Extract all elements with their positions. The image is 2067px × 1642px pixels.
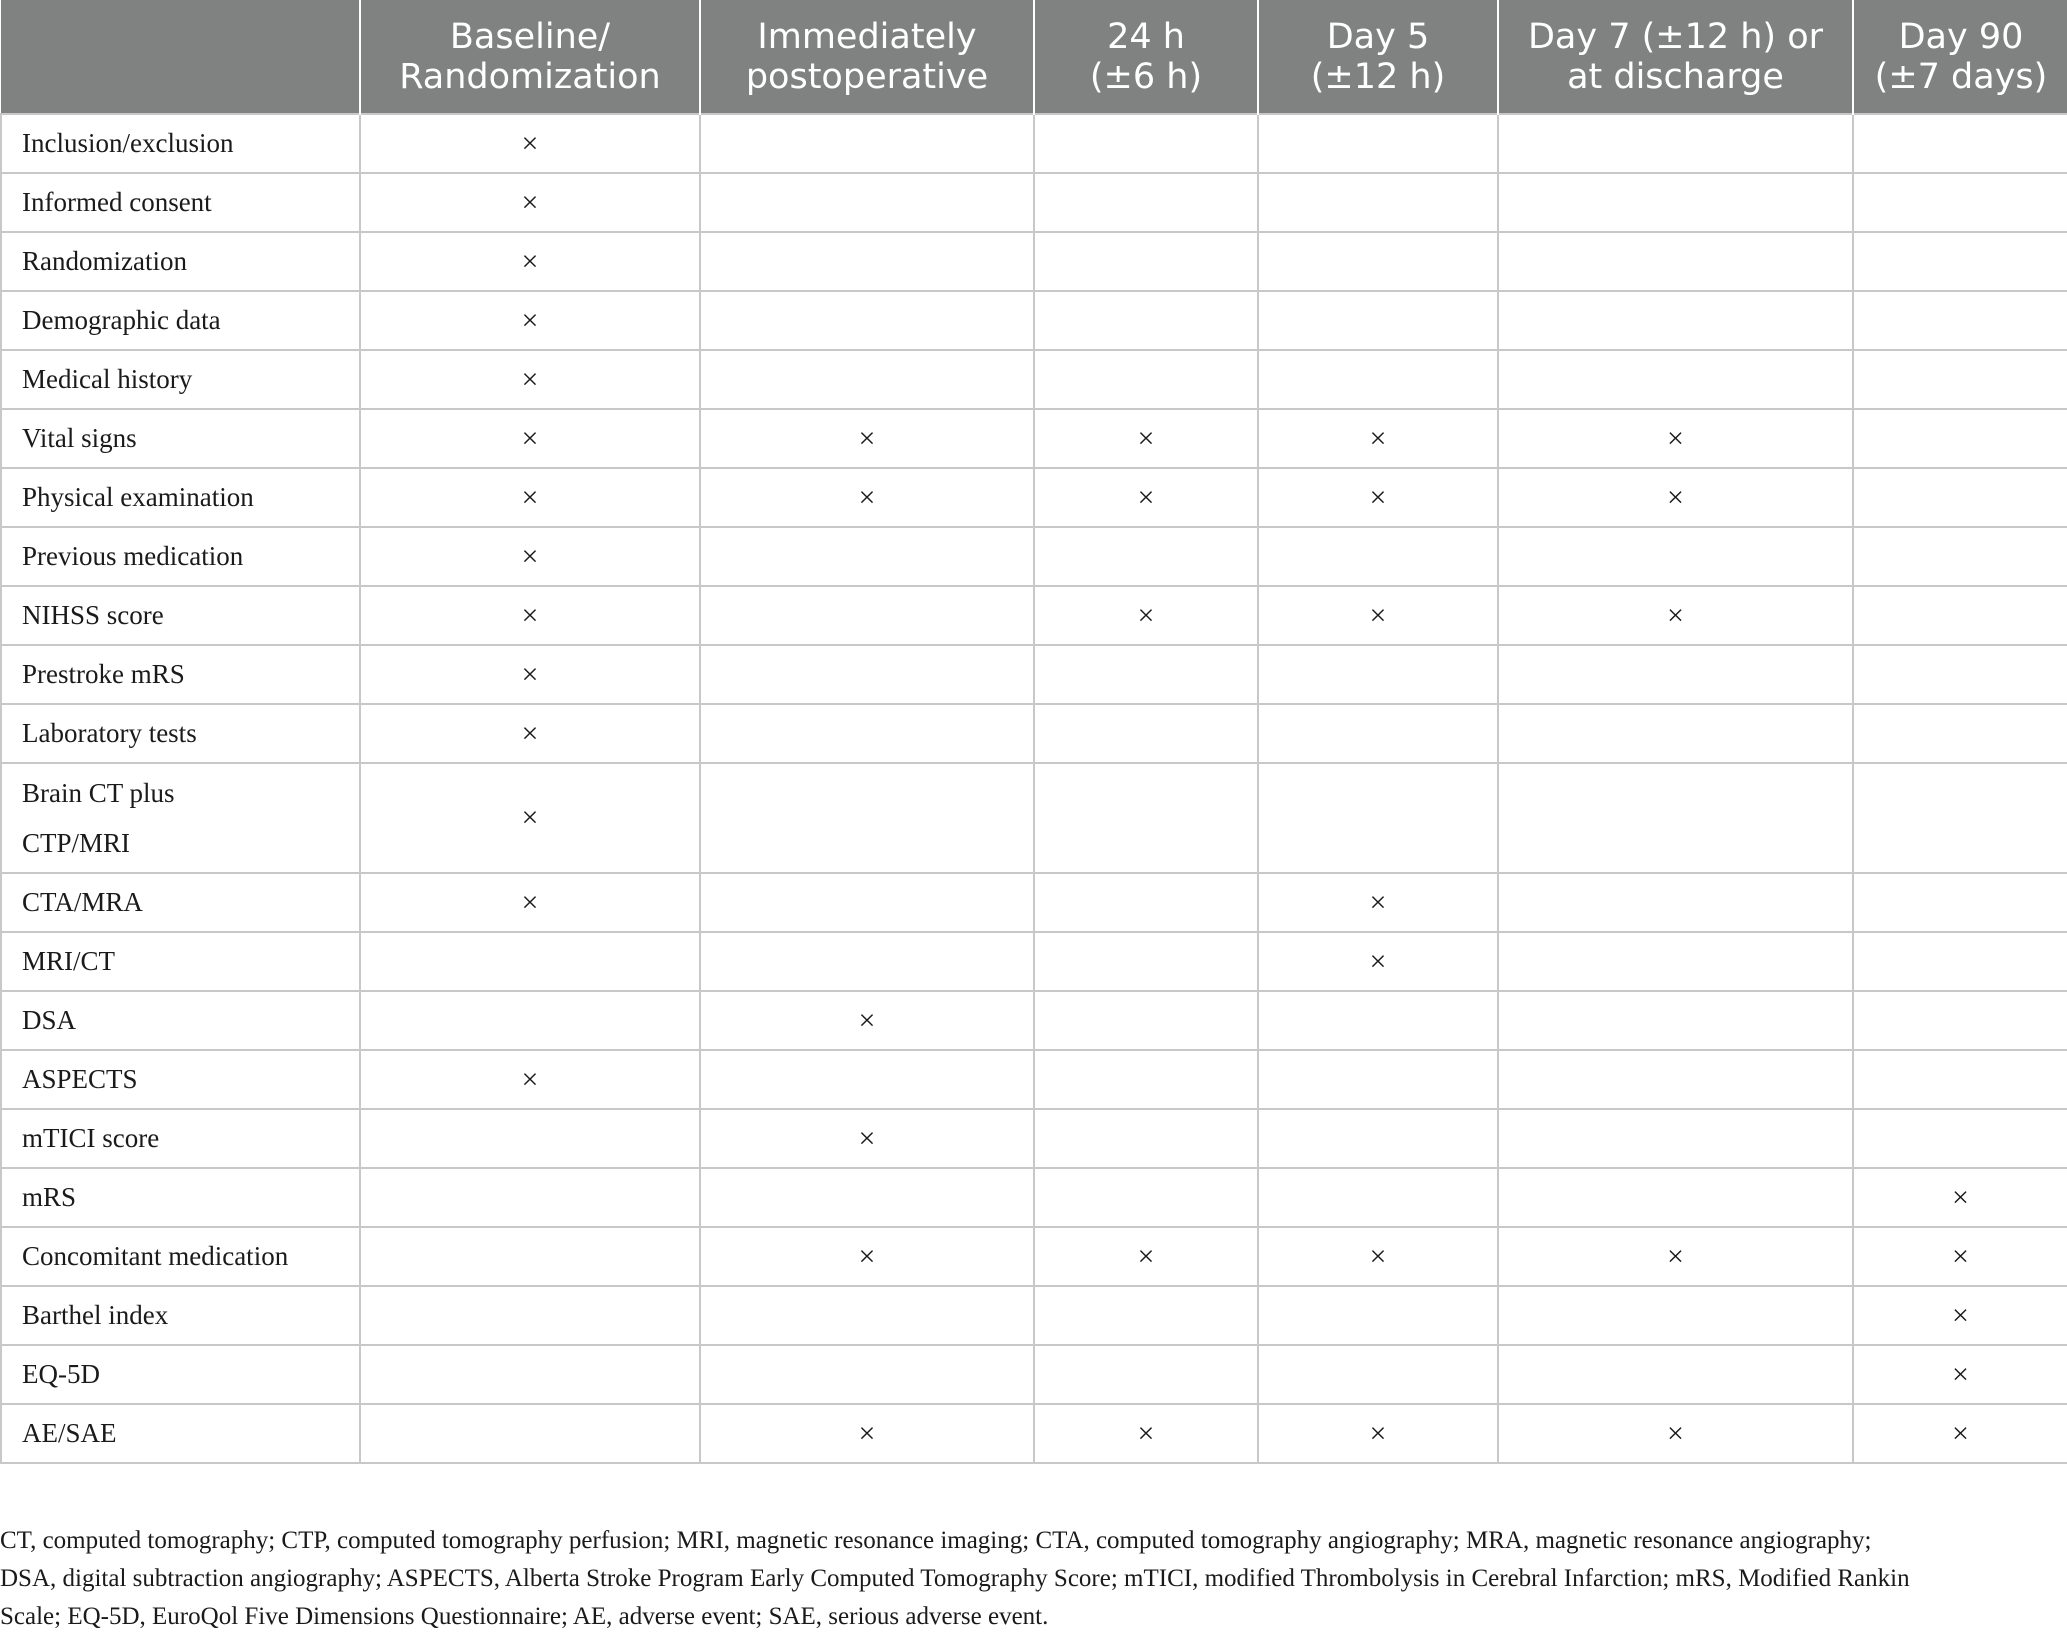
header-line: Day 7 (±12 h) or <box>1527 16 1824 57</box>
header-line: postoperative <box>745 56 989 97</box>
row-label-text: mRS <box>22 1182 77 1212</box>
x-mark-icon: × <box>1667 598 1684 632</box>
schedule-cell <box>1853 173 2067 232</box>
table-row <box>1 704 2067 763</box>
schedule-cell <box>700 409 1034 468</box>
x-mark-icon: × <box>521 1062 539 1096</box>
schedule-cell <box>1498 527 1853 586</box>
row-label <box>1 409 360 468</box>
footnote-line: Scale; EQ-5D, EuroQol Five Dimensions Questionnaire; AE, adverse event; SAE, serious adverse event. <box>0 1603 1049 1630</box>
schedule-cell <box>1498 1404 1853 1463</box>
schedule-cell <box>1258 527 1498 586</box>
schedule-cell <box>1853 291 2067 350</box>
schedule-cell <box>1258 291 1498 350</box>
table-row <box>1 1168 2067 1227</box>
schedule-cell <box>1853 1109 2067 1168</box>
schedule-cell <box>1853 1227 2067 1286</box>
schedule-cell <box>1034 1227 1258 1286</box>
table-row <box>1 1227 2067 1286</box>
schedule-cell <box>1258 350 1498 409</box>
x-mark-icon: × <box>1952 1416 1969 1450</box>
x-mark-icon: × <box>1369 421 1387 455</box>
header-24h <box>1034 0 1258 114</box>
schedule-cell <box>360 527 700 586</box>
header-line: Randomization <box>399 56 661 97</box>
schedule-cell <box>360 1286 700 1345</box>
schedule-cell <box>360 1404 700 1463</box>
header-row <box>1 0 2067 114</box>
schedule-cell <box>1498 763 1853 873</box>
header-immediately-postoperative <box>700 0 1034 114</box>
table-row <box>1 873 2067 932</box>
schedule-cell <box>1853 527 2067 586</box>
schedule-cell <box>700 704 1034 763</box>
schedule-cell <box>1258 1345 1498 1404</box>
x-mark-icon: × <box>521 657 539 691</box>
header-line: Baseline/ <box>449 16 611 57</box>
header-line: Immediately <box>757 16 977 57</box>
schedule-cell <box>700 763 1034 873</box>
row-label-text: Randomization <box>22 246 187 276</box>
schedule-cell <box>1853 704 2067 763</box>
schedule-cell <box>1258 1286 1498 1345</box>
schedule-cell <box>700 1050 1034 1109</box>
row-label <box>1 1345 360 1404</box>
schedule-cell <box>1853 763 2067 873</box>
schedule-cell <box>1034 291 1258 350</box>
schedule-cell <box>360 645 700 704</box>
schedule-cell <box>1498 1345 1853 1404</box>
header-baseline <box>360 0 700 114</box>
schedule-cell <box>1034 704 1258 763</box>
row-label-text: Laboratory tests <box>22 718 197 748</box>
x-mark-icon: × <box>1369 1416 1387 1450</box>
schedule-cell <box>1258 932 1498 991</box>
row-label <box>1 1109 360 1168</box>
table-body <box>1 114 2067 1463</box>
row-label-text: CTA/MRA <box>22 887 143 917</box>
schedule-cell <box>360 173 700 232</box>
schedule-cell <box>700 586 1034 645</box>
table-row <box>1 991 2067 1050</box>
schedule-cell <box>700 114 1034 173</box>
row-label <box>1 1227 360 1286</box>
schedule-cell <box>1034 873 1258 932</box>
row-label <box>1 232 360 291</box>
schedule-cell <box>1853 932 2067 991</box>
footnote-line: DSA, digital subtraction angiography; ASPECTS, Alberta Stroke Program Early Computed Tomography Score; mTICI, modified Thrombolysis in Cerebral Infarction; mRS, Modified Rankin <box>0 1565 1910 1592</box>
x-mark-icon: × <box>1369 944 1387 978</box>
schedule-cell <box>1258 1168 1498 1227</box>
x-mark-icon: × <box>1952 1298 1969 1332</box>
x-mark-icon: × <box>1137 1239 1155 1273</box>
table-row <box>1 173 2067 232</box>
x-mark-icon: × <box>1137 421 1155 455</box>
header-line: (±12 h) <box>1310 56 1446 97</box>
schedule-cell <box>1258 468 1498 527</box>
schedule-cell <box>360 1109 700 1168</box>
x-mark-icon: × <box>1952 1357 1969 1391</box>
schedule-cell <box>1853 232 2067 291</box>
schedule-cell <box>1034 350 1258 409</box>
x-mark-icon: × <box>1137 598 1155 632</box>
header-day7 <box>1498 0 1853 114</box>
table-row <box>1 350 2067 409</box>
table-row <box>1 932 2067 991</box>
schedule-cell <box>1034 1345 1258 1404</box>
schedule-cell <box>1853 1404 2067 1463</box>
row-label <box>1 291 360 350</box>
row-label-text: Physical examination <box>22 482 254 512</box>
schedule-cell <box>1258 763 1498 873</box>
row-label <box>1 932 360 991</box>
x-mark-icon: × <box>521 480 539 514</box>
schedule-cell <box>1498 873 1853 932</box>
schedule-cell <box>1498 1168 1853 1227</box>
schedule-cell <box>1258 991 1498 1050</box>
row-label <box>1 1404 360 1463</box>
x-mark-icon: × <box>1137 1416 1155 1450</box>
schedule-cell <box>360 114 700 173</box>
schedule-cell <box>1498 350 1853 409</box>
x-mark-icon: × <box>521 598 539 632</box>
row-label <box>1 991 360 1050</box>
table-row <box>1 1109 2067 1168</box>
schedule-cell <box>700 991 1034 1050</box>
schedule-cell <box>700 527 1034 586</box>
schedule-cell <box>1498 1286 1853 1345</box>
x-mark-icon: × <box>1667 421 1684 455</box>
schedule-cell <box>1034 645 1258 704</box>
schedule-cell <box>1498 1109 1853 1168</box>
schedule-cell <box>1258 114 1498 173</box>
row-label <box>1 704 360 763</box>
schedule-cell <box>1498 114 1853 173</box>
x-mark-icon: × <box>1369 480 1387 514</box>
x-mark-icon: × <box>1667 480 1684 514</box>
schedule-cell <box>700 232 1034 291</box>
schedule-cell <box>700 932 1034 991</box>
schedule-cell <box>360 932 700 991</box>
row-label <box>1 350 360 409</box>
schedule-cell <box>1258 1050 1498 1109</box>
schedule-cell <box>1034 173 1258 232</box>
table-row <box>1 1345 2067 1404</box>
row-label <box>1 873 360 932</box>
schedule-cell <box>1034 114 1258 173</box>
row-label-text: Brain CT plus <box>22 778 175 808</box>
x-mark-icon: × <box>521 244 539 278</box>
row-label-text: Concomitant medication <box>22 1241 289 1271</box>
schedule-cell <box>1034 468 1258 527</box>
row-label <box>1 763 360 873</box>
schedule-cell <box>700 1168 1034 1227</box>
row-label-text: ASPECTS <box>22 1064 138 1094</box>
header-day5 <box>1258 0 1498 114</box>
table-row <box>1 1404 2067 1463</box>
x-mark-icon: × <box>1369 885 1387 919</box>
schedule-cell <box>1034 409 1258 468</box>
schedule-cell <box>1853 1050 2067 1109</box>
table-row <box>1 409 2067 468</box>
row-label <box>1 1050 360 1109</box>
row-label-text: NIHSS score <box>22 600 164 630</box>
schedule-cell <box>1034 527 1258 586</box>
schedule-cell <box>1853 586 2067 645</box>
schedule-cell <box>1258 586 1498 645</box>
schedule-cell <box>1498 645 1853 704</box>
schedule-cell <box>1498 291 1853 350</box>
row-label-text: Inclusion/exclusion <box>22 128 234 158</box>
schedule-cell <box>1853 114 2067 173</box>
x-mark-icon: × <box>1667 1416 1684 1450</box>
footnote-line: CT, computed tomography; CTP, computed tomography perfusion; MRI, magnetic resonance imaging; CTA, computed tomography angiography; MRA, magnetic resonance angiography; <box>0 1527 1872 1554</box>
x-mark-icon: × <box>521 303 539 337</box>
x-mark-icon: × <box>521 421 539 455</box>
schedule-cell <box>1258 645 1498 704</box>
schedule-cell <box>700 645 1034 704</box>
header-day90 <box>1853 0 2067 114</box>
schedule-cell <box>1498 232 1853 291</box>
schedule-cell <box>700 350 1034 409</box>
schedule-cell <box>1034 763 1258 873</box>
row-label <box>1 586 360 645</box>
x-mark-icon: × <box>858 480 876 514</box>
x-mark-icon: × <box>858 1003 876 1037</box>
schedule-cell <box>700 1404 1034 1463</box>
x-mark-icon: × <box>858 1416 876 1450</box>
row-label-text: DSA <box>22 1005 77 1035</box>
schedule-cell <box>1498 1227 1853 1286</box>
schedule-cell <box>700 873 1034 932</box>
schedule-cell <box>1034 586 1258 645</box>
schedule-cell <box>1853 1168 2067 1227</box>
schedule-cell <box>1258 409 1498 468</box>
row-label <box>1 645 360 704</box>
schedule-cell <box>1498 932 1853 991</box>
table-row <box>1 114 2067 173</box>
schedule-cell <box>1034 1109 1258 1168</box>
header-line: at discharge <box>1567 56 1784 97</box>
table-row <box>1 232 2067 291</box>
table-footnote <box>0 1522 2050 1636</box>
schedule-cell <box>1853 1286 2067 1345</box>
schedule-cell <box>1498 409 1853 468</box>
header-line: Day 5 <box>1326 16 1430 57</box>
row-label-text: AE/SAE <box>22 1418 117 1448</box>
schedule-cell <box>360 1050 700 1109</box>
x-mark-icon: × <box>521 185 539 219</box>
table-row <box>1 291 2067 350</box>
schedule-cell <box>1498 1050 1853 1109</box>
x-mark-icon: × <box>858 421 876 455</box>
table-row <box>1 763 2067 873</box>
x-mark-icon: × <box>1369 1239 1387 1273</box>
schedule-cell <box>1853 468 2067 527</box>
schedule-cell <box>1498 468 1853 527</box>
header-empty-cell <box>1 0 360 114</box>
row-label-text: Previous medication <box>22 541 244 571</box>
row-label <box>1 1168 360 1227</box>
schedule-cell <box>360 468 700 527</box>
schedule-cell <box>1258 232 1498 291</box>
table-row <box>1 527 2067 586</box>
x-mark-icon: × <box>521 885 539 919</box>
row-label-text: Prestroke mRS <box>22 659 185 689</box>
schedule-cell <box>360 991 700 1050</box>
schedule-cell <box>700 1227 1034 1286</box>
schedule-cell <box>360 763 700 873</box>
schedule-cell <box>1498 586 1853 645</box>
row-label-text: EQ-5D <box>22 1359 100 1389</box>
row-label-text: Barthel index <box>22 1300 169 1330</box>
x-mark-icon: × <box>521 539 539 573</box>
schedule-cell <box>700 173 1034 232</box>
schedule-cell <box>700 291 1034 350</box>
schedule-cell <box>1498 991 1853 1050</box>
schedule-cell <box>1853 645 2067 704</box>
x-mark-icon: × <box>858 1239 876 1273</box>
header-line: 24 h <box>1107 16 1185 57</box>
schedule-cell <box>1853 991 2067 1050</box>
x-mark-icon: × <box>1952 1180 1969 1214</box>
schedule-cell <box>1258 1404 1498 1463</box>
schedule-cell <box>1034 1404 1258 1463</box>
schedule-cell <box>1034 232 1258 291</box>
table-row <box>1 586 2067 645</box>
x-mark-icon: × <box>521 362 539 396</box>
schedule-cell <box>1258 704 1498 763</box>
row-label-text: Medical history <box>22 364 193 394</box>
row-label-text: MRI/CT <box>22 946 116 976</box>
schedule-cell <box>1258 1109 1498 1168</box>
schedule-cell <box>1853 350 2067 409</box>
schedule-cell <box>1498 173 1853 232</box>
x-mark-icon: × <box>521 126 539 160</box>
header-line: (±6 h) <box>1089 56 1203 97</box>
schedule-cell <box>360 704 700 763</box>
schedule-cell <box>360 873 700 932</box>
schedule-cell <box>360 350 700 409</box>
table-row <box>1 1050 2067 1109</box>
schedule-cell <box>1498 704 1853 763</box>
schedule-cell <box>360 409 700 468</box>
table-row <box>1 468 2067 527</box>
row-label-text: mTICI score <box>22 1123 160 1153</box>
row-label <box>1 468 360 527</box>
schedule-cell <box>700 1286 1034 1345</box>
schedule-cell <box>1258 173 1498 232</box>
x-mark-icon: × <box>521 716 539 750</box>
schedule-cell <box>1034 1050 1258 1109</box>
schedule-cell <box>360 1168 700 1227</box>
schedule-cell <box>360 1345 700 1404</box>
row-label <box>1 114 360 173</box>
schedule-cell <box>1853 409 2067 468</box>
row-label-text: Informed consent <box>22 187 212 217</box>
x-mark-icon: × <box>1667 1239 1684 1273</box>
schedule-cell <box>700 468 1034 527</box>
row-label <box>1 527 360 586</box>
row-label-text: Demographic data <box>22 305 221 335</box>
x-mark-icon: × <box>521 801 539 834</box>
schedule-cell <box>1258 1227 1498 1286</box>
row-label <box>1 173 360 232</box>
x-mark-icon: × <box>1137 480 1155 514</box>
x-mark-icon: × <box>1369 598 1387 632</box>
schedule-cell <box>1034 1168 1258 1227</box>
schedule-cell <box>1034 991 1258 1050</box>
schedule-cell <box>360 1227 700 1286</box>
schedule-cell <box>1034 1286 1258 1345</box>
row-label-text: Vital signs <box>22 423 137 453</box>
schedule-cell <box>360 291 700 350</box>
schedule-cell <box>1853 873 2067 932</box>
row-label-text: CTP/MRI <box>22 828 131 858</box>
table-row <box>1 1286 2067 1345</box>
table-row <box>1 645 2067 704</box>
x-mark-icon: × <box>858 1121 876 1155</box>
header-line: (±7 days) <box>1874 56 2048 97</box>
schedule-cell <box>1258 873 1498 932</box>
schedule-cell <box>700 1109 1034 1168</box>
row-label <box>1 1286 360 1345</box>
schedule-cell <box>700 1345 1034 1404</box>
schedule-cell <box>1034 932 1258 991</box>
schedule-cell <box>1853 1345 2067 1404</box>
header-line: Day 90 <box>1898 16 2024 57</box>
schedule-cell <box>360 232 700 291</box>
x-mark-icon: × <box>1952 1239 1969 1273</box>
schedule-cell <box>360 586 700 645</box>
